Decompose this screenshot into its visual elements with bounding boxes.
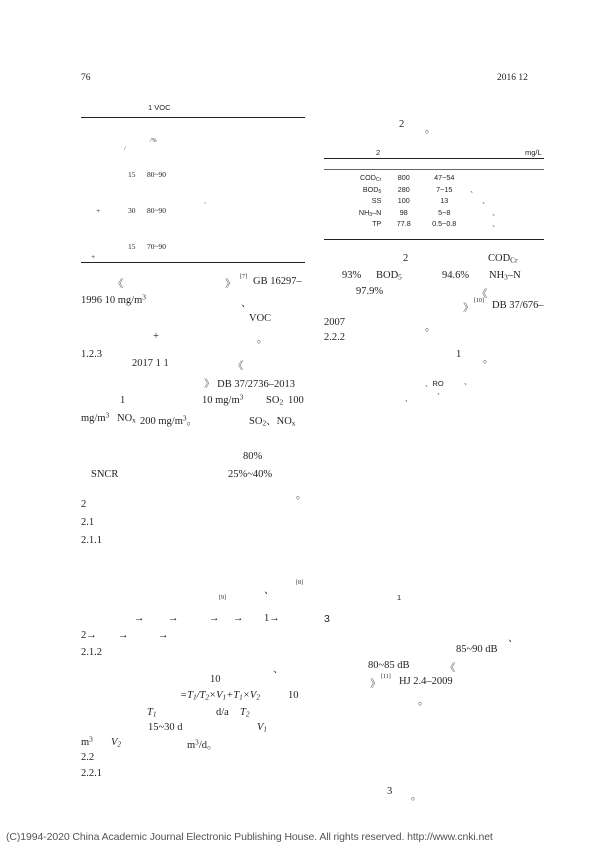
table-cell: 13: [440, 196, 449, 206]
superscript: 3: [89, 734, 93, 744]
text-fragment: 。: [418, 696, 429, 707]
text-fragment: 》: [370, 679, 381, 690]
text-fragment: 《: [233, 361, 244, 372]
superscript: 3: [142, 292, 146, 302]
text-fragment: /d。: [198, 740, 218, 751]
text-fragment: 94.6%: [442, 270, 470, 281]
table-cell: [324, 207, 381, 219]
subscript: Cr: [375, 177, 382, 183]
text-fragment: 、: [464, 377, 472, 386]
text-fragment: 15~30 d: [148, 722, 183, 733]
citation: [11]: [381, 674, 391, 680]
text-fragment: 》: [225, 279, 236, 290]
table-cell: 77.8: [396, 219, 411, 229]
arrow: →: [158, 630, 169, 641]
formula-part: ×V: [209, 690, 223, 701]
table-2-unit: mg/L: [525, 148, 542, 157]
subscript: 5: [378, 188, 382, 195]
table-cell: 100: [397, 196, 410, 206]
table-cell: [324, 195, 381, 207]
text-fragment: SO: [266, 395, 280, 406]
text-fragment: T: [147, 707, 153, 718]
table-1-range: 80~90: [147, 170, 167, 179]
table-cell: 47~54: [434, 173, 455, 182]
table-1-value: 30: [128, 206, 136, 215]
section-heading: 2.2.1: [81, 768, 102, 779]
text-fragment: 《: [113, 279, 124, 290]
subscript: x: [291, 418, 296, 428]
table-cell: 98: [399, 207, 408, 217]
text-fragment: 1: [456, 349, 462, 360]
section-heading: 1.2.3: [81, 349, 102, 360]
row-name: TP: [372, 219, 382, 229]
text-fragment: 。: [257, 334, 268, 345]
superscript: 3: [105, 410, 110, 420]
text-fragment: 25%~40%: [228, 469, 273, 480]
row-name: BOD: [362, 184, 379, 194]
text-fragment: 、: [264, 585, 275, 596]
table-1-left: +: [91, 252, 96, 261]
table-cell: 0.5~0.8: [432, 219, 457, 229]
text-fragment: m: [81, 737, 90, 748]
text-fragment: 93%: [342, 270, 362, 281]
text-fragment: 97.9%: [356, 286, 384, 297]
text-fragment: 2: [403, 253, 409, 264]
subscript: 3: [369, 211, 373, 218]
table-cell: [324, 172, 381, 184]
text-fragment: 、: [437, 387, 445, 396]
text-fragment: NH: [489, 270, 505, 281]
text-fragment: 、: [508, 633, 519, 644]
table-cell: 5~8: [438, 207, 451, 217]
text-fragment: +: [153, 331, 159, 342]
text-fragment: 》 DB 37/2736–2013: [204, 379, 296, 390]
table-1-bottom-rule: [81, 262, 305, 263]
table-1-top-rule: [81, 117, 305, 118]
text-fragment: 》: [463, 303, 474, 314]
text-fragment: 《: [445, 663, 456, 674]
page-number: 76: [81, 73, 91, 83]
text-fragment: COD: [488, 253, 511, 264]
text-fragment: HJ 2.4–2009: [399, 676, 453, 687]
subscript: 1: [192, 692, 197, 702]
text-fragment: 200 mg/m: [140, 416, 183, 427]
text-fragment: 、: [273, 664, 284, 675]
text-fragment: SO: [249, 416, 263, 427]
table-1-value: 15: [128, 242, 136, 251]
table-2-header-rule: [324, 169, 544, 170]
table-2-body: [324, 172, 544, 230]
text-fragment: 3: [387, 786, 393, 797]
text-fragment: 。: [186, 416, 198, 427]
table-2-top-rule: [324, 158, 544, 159]
text-fragment: 80~85 dB: [368, 660, 410, 671]
copyright-footer: (C)1994-2020 China Academic Journal Electronic Publishing House. All rights reserved. http://www.cnki.net: [6, 831, 493, 843]
journal-issue: 2016 12: [497, 73, 528, 83]
arrow: →: [118, 630, 129, 641]
section-heading: 2.1: [81, 517, 95, 528]
section-heading: 2.2: [81, 752, 95, 763]
formula-part: ×V: [242, 690, 257, 701]
section-heading: 2.2.2: [324, 332, 345, 343]
arrow: 1→: [264, 613, 280, 624]
subscript: 1: [222, 692, 227, 702]
table-row: [324, 218, 544, 230]
table-row: [324, 207, 544, 219]
table-cell: 、: [492, 219, 500, 229]
table-1-mark: 、: [204, 199, 211, 205]
table-1-title: 1 VOC: [148, 103, 171, 112]
table-cell: 7~15: [436, 184, 453, 194]
formula-part: /T: [196, 690, 206, 701]
text-fragment: 10: [210, 674, 221, 685]
text-fragment: 、RO: [425, 379, 444, 388]
table-2-bottom-rule: [324, 239, 544, 240]
table-1-unit-slash: /: [124, 146, 126, 152]
subscript: 1: [239, 692, 243, 702]
table-2-title: 2: [376, 148, 381, 157]
text-fragment: 。: [483, 354, 494, 365]
subscript: x: [132, 415, 136, 425]
text-fragment: 。: [425, 322, 436, 333]
text-fragment: –N: [507, 270, 521, 281]
text-fragment: 。: [425, 124, 436, 135]
text-fragment: SNCR: [91, 469, 119, 480]
arrow: →: [233, 613, 244, 624]
citation: [10]: [474, 298, 484, 304]
subscript: 2: [256, 692, 260, 702]
superscript: 3: [195, 737, 199, 747]
superscript: 3: [239, 392, 244, 402]
row-name: COD: [359, 173, 376, 182]
text-fragment: 2→: [81, 630, 97, 641]
text-fragment: T: [240, 707, 246, 718]
text-fragment: V: [257, 722, 264, 733]
table-cell: 、: [492, 207, 500, 217]
text-fragment: GB 16297–: [253, 276, 302, 287]
text-fragment: BOD: [376, 270, 399, 281]
arrow: →: [168, 613, 179, 624]
text-fragment: 10: [288, 690, 299, 701]
subscript: 2: [205, 692, 210, 702]
text-fragment: VOC: [249, 313, 272, 324]
citation: [8]: [296, 580, 303, 586]
row-name: SS: [371, 196, 382, 206]
table-row: [324, 184, 544, 196]
table-row: [324, 172, 544, 184]
text-fragment: 2017 1 1: [132, 358, 169, 369]
formula: [180, 690, 260, 701]
subscript: 2: [245, 709, 250, 719]
arrow: →: [134, 613, 145, 624]
text-fragment: 、: [405, 394, 413, 403]
table-cell: [324, 184, 381, 196]
table-1-range: 70~90: [147, 242, 167, 251]
text-fragment: NO: [117, 413, 133, 424]
subscript: 5: [398, 272, 402, 282]
table-cell: 800: [397, 173, 410, 182]
table-cell: 、: [470, 184, 478, 194]
section-heading: 2.1.1: [81, 535, 102, 546]
text-fragment: 。: [296, 490, 307, 501]
subscript: Cr: [510, 255, 518, 265]
table-cell: [324, 218, 381, 230]
row-name: –N: [372, 207, 382, 217]
arrow: →: [209, 613, 220, 624]
table-1-value: 15: [128, 170, 136, 179]
subscript: 2: [117, 739, 122, 749]
citation: [7]: [240, 274, 247, 280]
text-fragment: 1996 10 mg/m: [81, 295, 143, 306]
table-cell: [462, 172, 544, 184]
subscript: 1: [263, 724, 268, 734]
table-cell: 、: [482, 196, 490, 206]
text-fragment: mg/m: [81, 413, 106, 424]
table-1-range: 80~90: [147, 206, 167, 215]
text-fragment: 、NO: [266, 416, 292, 427]
formula-part: =T: [180, 690, 193, 701]
table-cell: 280: [397, 184, 410, 194]
text-fragment: 85~90 dB: [456, 644, 498, 655]
subscript: 1: [152, 709, 157, 719]
table-1-unit-mark: /%: [150, 138, 157, 144]
subscript: 3: [504, 272, 508, 282]
text-fragment: 、: [241, 298, 252, 309]
superscript: 3: [182, 413, 187, 423]
citation: [9]: [219, 595, 226, 601]
text-fragment: DB 37/676–: [492, 300, 544, 311]
text-fragment: 2007: [324, 317, 345, 328]
table-1-left: +: [96, 206, 101, 215]
text-fragment: 100: [288, 395, 304, 406]
text-fragment: 2: [399, 119, 405, 130]
section-heading: 2: [81, 499, 87, 510]
text-fragment: V: [111, 737, 118, 748]
text-fragment: 《: [477, 289, 488, 300]
subscript: 2: [279, 397, 284, 407]
table-row: [324, 195, 544, 207]
text-fragment: m: [187, 740, 196, 751]
section-heading: 3: [324, 613, 330, 625]
subscript: 2: [262, 418, 267, 428]
text-fragment: 80%: [243, 451, 263, 462]
section-heading: 2.1.2: [81, 647, 102, 658]
text-fragment: d/a: [216, 707, 229, 718]
row-name: NH: [358, 207, 370, 217]
formula-part: +T: [226, 690, 240, 701]
text-fragment: 。: [411, 791, 422, 802]
figure-caption: 1: [397, 593, 402, 602]
text-fragment: 1: [120, 395, 126, 406]
text-fragment: 10 mg/m: [202, 395, 240, 406]
